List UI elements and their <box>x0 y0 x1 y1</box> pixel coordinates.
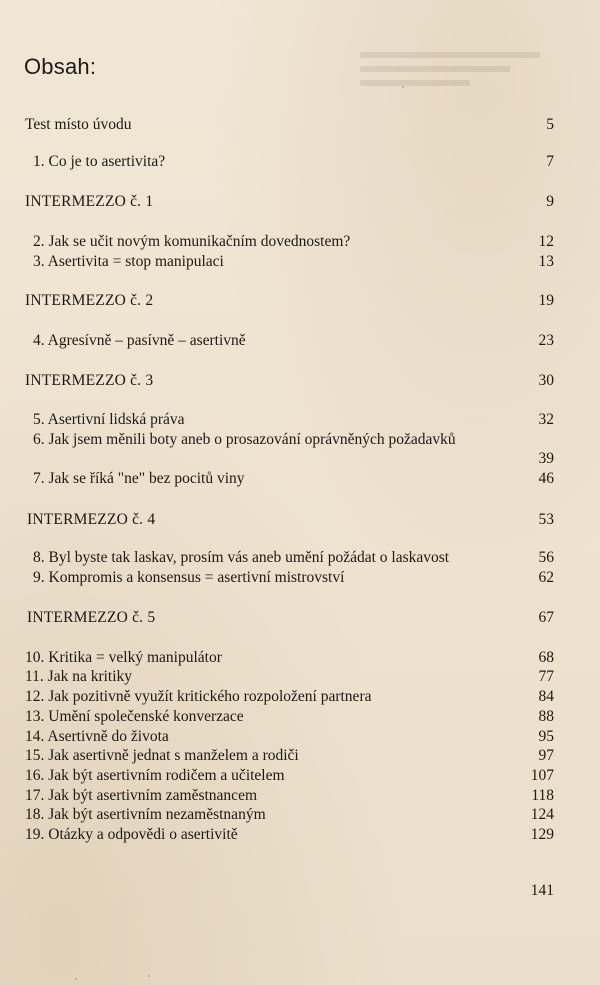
toc-entry-label: 10. Kritika = velký manipulátor <box>25 649 222 666</box>
paper-speck <box>402 86 404 88</box>
toc-entry-label <box>33 430 503 449</box>
toc-entry-page: 19 <box>538 292 554 309</box>
toc-entry-page: 67 <box>538 609 554 626</box>
toc-entry-label: 7. Jak se říká "ne" bez pocitů viny <box>33 470 245 487</box>
toc-entry-page: 118 <box>531 787 554 804</box>
toc-entry-label: 4. Agresívně – pasívně – asertivně <box>33 332 246 349</box>
page-number: 141 <box>530 882 554 899</box>
toc-entry-page: 56 <box>538 549 554 566</box>
toc-entry-page: 77 <box>538 668 554 685</box>
paper-speck <box>75 978 77 980</box>
paper-speck <box>148 975 150 977</box>
toc-entry-label: 1. Co je to asertivita? <box>33 153 166 170</box>
toc-entry-label: 17. Jak být asertivním zaměstnancem <box>25 787 258 804</box>
toc-entry-page: 7 <box>546 153 554 170</box>
toc-entry-label: 9. Kompromis a konsensus = asertivní mistrovství <box>33 569 345 586</box>
toc-entry-label: 13. Umění společenské konverzace <box>25 708 244 725</box>
toc-entry-page: 68 <box>538 649 554 666</box>
toc-entry-page: 95 <box>538 728 554 745</box>
toc-entry-page: 62 <box>538 569 554 586</box>
toc-entry-page: 32 <box>538 411 554 428</box>
toc-entry-page: 39 <box>538 450 554 467</box>
toc-entry-label: INTERMEZZO č. 5 <box>27 609 156 626</box>
toc-entry-page: 13 <box>538 253 554 270</box>
toc-entry-page: 97 <box>538 747 554 764</box>
page-title: Obsah: <box>24 54 97 79</box>
toc-entry-label: Test místo úvodu <box>25 116 132 133</box>
toc-entry-page: 12 <box>538 233 554 250</box>
toc-entry-page: 107 <box>530 767 554 784</box>
toc-entry-label: 5. Asertivní lidská práva <box>33 411 185 428</box>
toc-entry-label: 12. Jak pozitivně využít kritického rozpoložení partnera <box>25 688 372 705</box>
toc-entry-label-text: 6. Jak jsem měnili boty aneb o prosazování oprávněných požadavků <box>33 431 456 448</box>
toc-entry-label: 2. Jak se učit novým komunikačním dovednostem? <box>33 233 351 250</box>
toc-entry-label: 3. Asertivita = stop manipulaci <box>33 253 224 270</box>
toc-entry-page: 23 <box>538 332 554 349</box>
toc-entry-label: INTERMEZZO č. 1 <box>25 193 154 210</box>
toc-entry-page: 46 <box>538 470 554 487</box>
toc-entry-page: 5 <box>546 116 554 133</box>
toc-entry-page: 124 <box>530 806 554 823</box>
toc-entry-label: INTERMEZZO č. 4 <box>27 511 156 528</box>
toc-entry-page: 129 <box>530 826 554 843</box>
toc-entry-page: 53 <box>538 511 554 528</box>
toc-entry-page: 9 <box>546 193 554 210</box>
toc-entry-label: INTERMEZZO č. 3 <box>25 372 154 389</box>
toc-entry-label: 15. Jak asertivně jednat s manželem a rodiči <box>25 747 299 764</box>
toc-entry-page: 88 <box>538 708 554 725</box>
toc-entry-label: INTERMEZZO č. 2 <box>25 292 154 309</box>
toc-entry-label: 8. Byl byste tak laskav, prosím vás aneb umění požádat o laskavost <box>33 549 450 566</box>
toc-entry-label: 16. Jak být asertivním rodičem a učitelem <box>25 767 285 784</box>
toc-entry-label: 19. Otázky a odpovědi o asertivitě <box>25 826 238 843</box>
toc-entry-page: 30 <box>538 372 554 389</box>
toc-entry-label: 18. Jak být asertivním nezaměstnaným <box>25 806 266 823</box>
toc-entry-page: 84 <box>538 688 554 705</box>
toc-entry-label: 11. Jak na kritiky <box>25 668 133 685</box>
toc-entry-label: 14. Asertivně do života <box>25 728 169 745</box>
